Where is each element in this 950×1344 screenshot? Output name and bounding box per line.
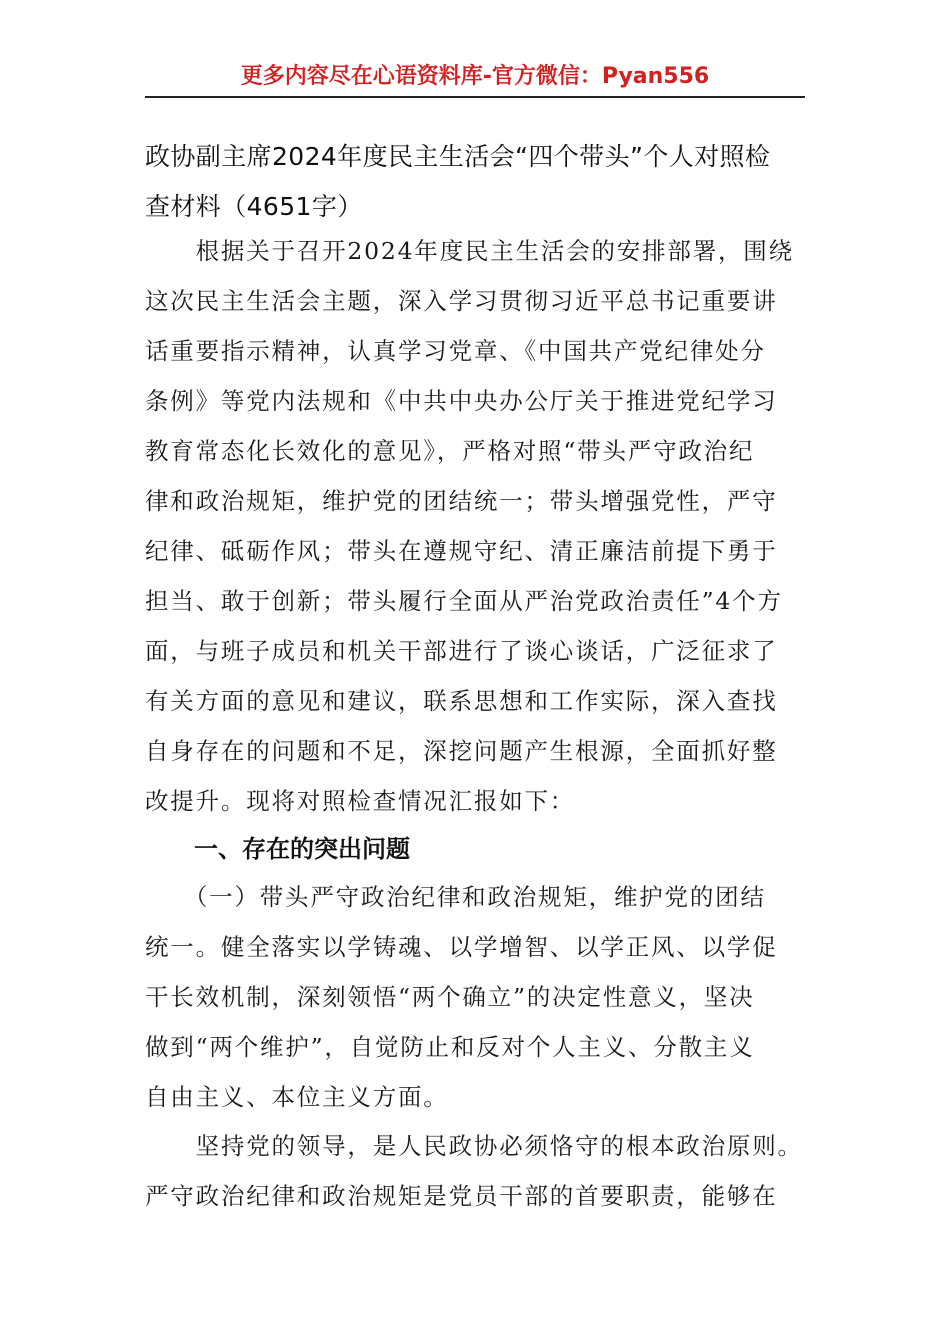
- text-line: 改提升。现将对照检查情况汇报如下：: [145, 787, 576, 815]
- text-line: 统一。健全落实以学铸魂、以学增智、以学正风、以学促: [145, 933, 778, 961]
- paragraph-intro: [145, 226, 810, 826]
- title-line: 查材料（4651字）: [145, 192, 363, 221]
- section-heading: 一、存在的突出问题: [194, 835, 410, 863]
- text-line: 面，与班子成员和机关干部进行了谈心谈话，广泛征求了: [145, 637, 778, 665]
- paragraph-party-leadership: [145, 1121, 810, 1221]
- document-title: [145, 132, 810, 232]
- text-line: 教育常态化长效化的意见》，严格对照“带头严守政治纪: [145, 437, 755, 465]
- paragraph-section1: [145, 872, 810, 1122]
- header-divider: [145, 96, 805, 98]
- text-line: 做到“两个维护”，自觉防止和反对个人主义、分散主义: [145, 1033, 755, 1061]
- text-line: 担当、敢于创新；带头履行全面从严治党政治责任”4个方: [145, 587, 783, 615]
- title-line: 政协副主席2024年度民主生活会“四个带头”个人对照检: [145, 142, 771, 171]
- text-line: 律和政治规矩，维护党的团结统一；带头增强党性，严守: [145, 487, 778, 515]
- watermark-header: 更多内容尽在心语资料库-官方微信：Pyan556: [240, 64, 710, 89]
- text-line: 严守政治纪律和政治规矩是党员干部的首要职责，能够在: [145, 1182, 778, 1210]
- text-line: （一）带头严守政治纪律和政治规矩，维护党的团结: [145, 883, 766, 911]
- text-line: 根据关于召开2024年度民主生活会的安排部署，围绕: [145, 237, 794, 265]
- text-line: 条例》等党内法规和《中共中央办公厅关于推进党纪学习: [145, 387, 778, 415]
- text-line: 坚持党的领导，是人民政协必须恪守的根本政治原则。: [145, 1132, 803, 1160]
- text-line: 有关方面的意见和建议，联系思想和工作实际，深入查找: [145, 687, 778, 715]
- text-line: 这次民主生活会主题，深入学习贯彻习近平总书记重要讲: [145, 287, 778, 315]
- text-line: 纪律、砥砺作风；带头在遵规守纪、清正廉洁前提下勇于: [145, 537, 778, 565]
- text-line: 话重要指示精神，认真学习党章、《中国共产党纪律处分: [145, 337, 766, 365]
- text-line: 自身存在的问题和不足，深挖问题产生根源，全面抓好整: [145, 737, 778, 765]
- text-line: 自由主义、本位主义方面。: [145, 1083, 449, 1111]
- text-line: 干长效机制，深刻领悟“两个确立”的决定性意义，坚决: [145, 983, 755, 1011]
